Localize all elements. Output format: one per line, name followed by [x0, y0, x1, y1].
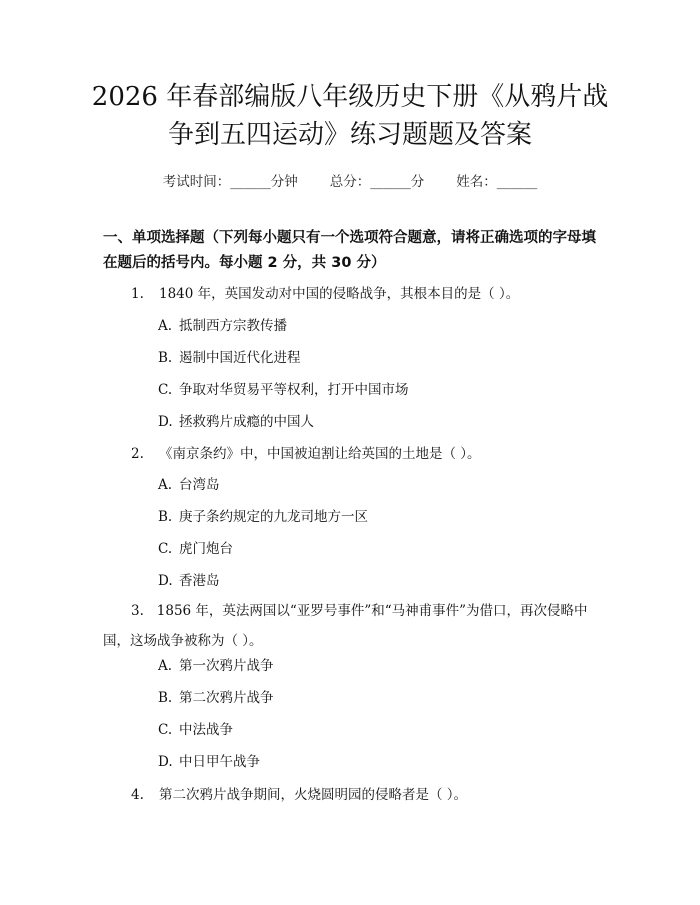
- question-2-option-c: [158, 537, 233, 557]
- question-text: 《南京条约》中，中国被迫割让给英国的土地是（ ）。: [159, 446, 481, 462]
- question-2-option-b: [158, 505, 368, 525]
- option-letter: D.: [158, 754, 173, 770]
- question-3-option-c: [158, 718, 233, 738]
- question-1-option-c: [158, 378, 409, 398]
- option-letter: A.: [158, 658, 173, 674]
- section-heading: 一、单项选择题（下列每小题只有一个选项符合题意，请将正确选项的字母填在题后的括号内。每小题 2 分，共 30 分）: [103, 230, 596, 271]
- option-text: 第一次鸦片战争: [179, 658, 274, 674]
- question-number: 2.: [131, 446, 144, 462]
- option-text: 第二次鸦片战争: [179, 690, 274, 706]
- document-title: [60, 78, 640, 154]
- option-text: 庚子条约规定的九龙司地方一区: [179, 509, 368, 525]
- question-number: 3.: [131, 603, 144, 619]
- option-text: 虎门炮台: [179, 541, 233, 557]
- option-letter: D.: [158, 573, 173, 589]
- question-number: 4.: [131, 787, 144, 803]
- option-text: 台湾岛: [179, 477, 220, 493]
- question-1-option-b: [158, 346, 301, 366]
- option-letter: A.: [158, 318, 173, 334]
- option-text: 中法战争: [179, 722, 233, 738]
- question-text: 1856 年，英法两国以“亚罗号事件”和“马神甫事件”为借口，再次侵略中国，这场战争被称为（ ）。: [103, 603, 588, 649]
- question-4: [131, 783, 467, 803]
- option-text: 争取对华贸易平等权利，打开中国市场: [179, 382, 409, 398]
- option-letter: D.: [158, 414, 173, 430]
- question-1-option-a: [158, 314, 287, 334]
- title-line-2: 争到五四运动》练习题题及答案: [167, 120, 532, 150]
- total-score-field: 总分：______分: [329, 174, 425, 190]
- exam-info-line: [0, 170, 700, 190]
- option-letter: B.: [158, 690, 173, 706]
- question-3-option-d: [158, 750, 260, 770]
- option-text: 香港岛: [179, 573, 220, 589]
- question-2-option-a: [158, 473, 220, 493]
- option-text: 遏制中国近代化进程: [179, 350, 301, 366]
- question-number: 1.: [131, 286, 144, 302]
- question-2-option-d: [158, 569, 220, 589]
- option-text: 抵制西方宗教传播: [179, 318, 287, 334]
- option-letter: C.: [158, 382, 173, 398]
- option-letter: C.: [158, 722, 173, 738]
- question-2: [131, 442, 481, 462]
- option-text: 拯救鸦片成瘾的中国人: [179, 414, 314, 430]
- option-letter: A.: [158, 477, 173, 493]
- question-1: [131, 282, 519, 302]
- option-letter: C.: [158, 541, 173, 557]
- question-3-option-b: [158, 686, 274, 706]
- question-text: 第二次鸦片战争期间，火烧圆明园的侵略者是（ ）。: [159, 787, 468, 803]
- exam-time-field: 考试时间：______分钟: [162, 174, 298, 190]
- question-1-option-d: [158, 410, 314, 430]
- name-field: 姓名：______: [456, 174, 538, 190]
- option-letter: B.: [158, 509, 173, 525]
- question-text: 1840 年，英国发动对中国的侵略战争，其根本目的是（ ）。: [159, 286, 520, 302]
- option-text: 中日甲午战争: [179, 754, 260, 770]
- option-letter: B.: [158, 350, 173, 366]
- question-3: [103, 596, 598, 656]
- question-3-option-a: [158, 654, 274, 674]
- title-line-1: 2026 年春部编版八年级历史下册《从鸦片战: [91, 82, 609, 112]
